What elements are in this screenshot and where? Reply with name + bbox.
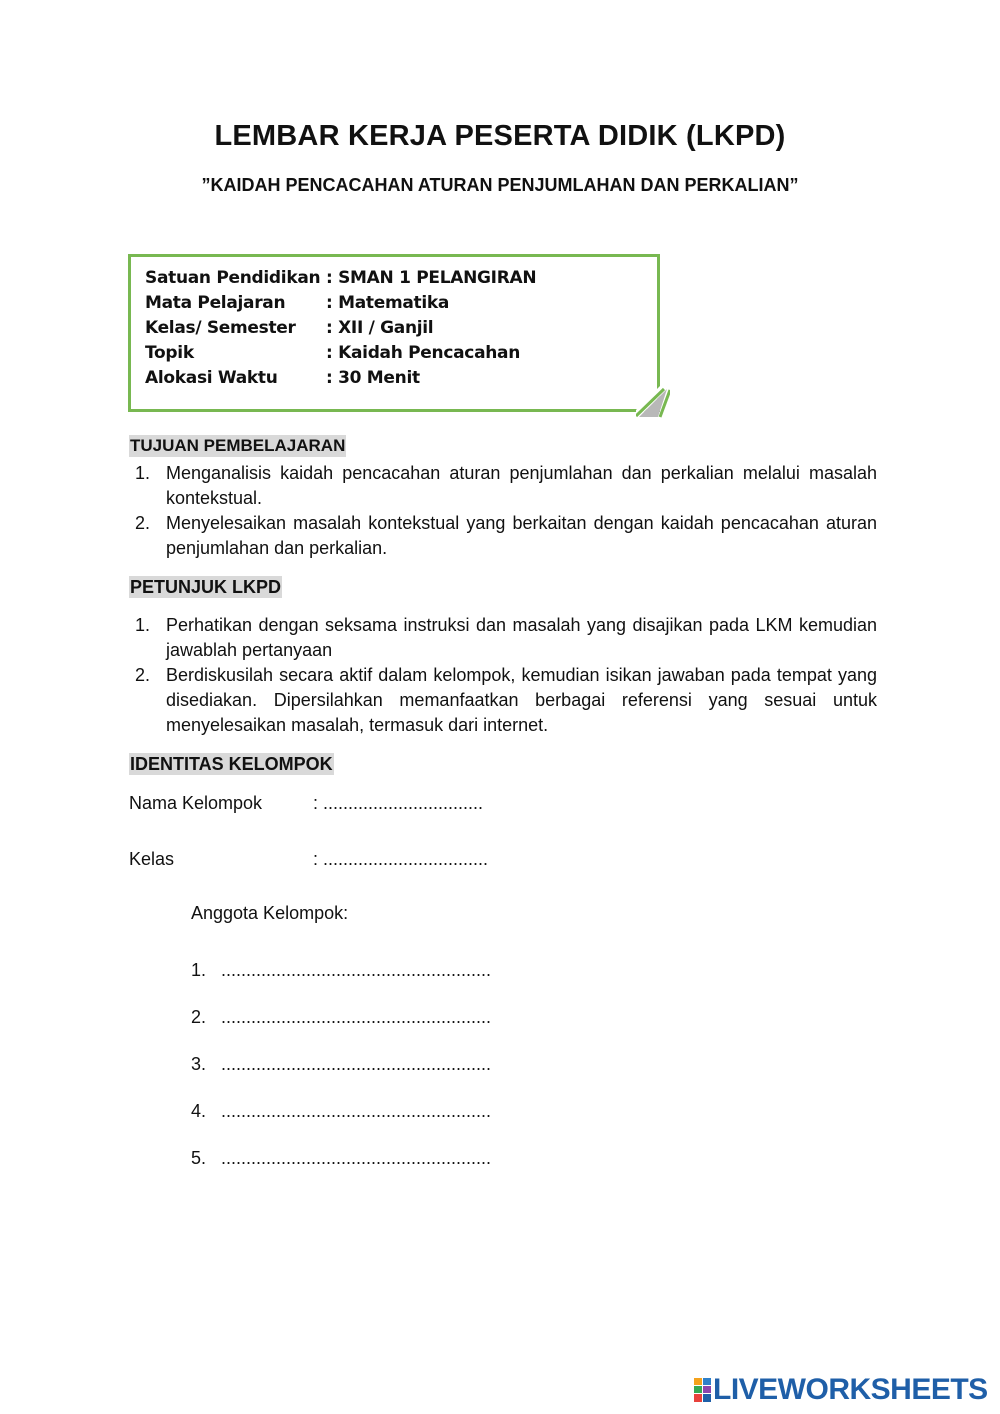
info-value: : Kaidah Pencacahan	[326, 343, 521, 363]
list-text: Perhatikan dengan seksama instruksi dan masalah yang disajikan pada LKM kemudian jawablah pertanyaan	[166, 615, 877, 660]
nama-kelompok-label: Nama Kelompok	[129, 793, 263, 813]
liveworksheets-logo-icon	[693, 1377, 713, 1403]
page-subtitle: ”KAIDAH PENCACAHAN ATURAN PENJUMLAHAN DAN PERKALIAN”	[201, 175, 799, 195]
tujuan-list	[135, 461, 877, 561]
page-title: LEMBAR KERJA PESERTA DIDIK (LKPD)	[214, 120, 786, 152]
info-value: : 30 Menit	[326, 368, 420, 388]
member-item	[191, 1052, 491, 1099]
member-item	[191, 1146, 491, 1193]
member-list	[191, 958, 491, 1193]
list-text: Berdiskusilah secara aktif dalam kelompok, kemudian isikan jawaban pada tempat yang disediakan. Dipersilahkan memanfaatkan berbagai referensi yang sesuai untuk menyelesaikan masalah, termasuk dari internet.	[166, 665, 877, 735]
brand-text: LIVEWORKSHEETS	[713, 1373, 988, 1406]
info-row	[145, 366, 536, 391]
member-blank[interactable]: ......................................................	[221, 1148, 492, 1168]
kelas-label: Kelas	[129, 849, 175, 869]
info-value: : XII / Ganjil	[326, 318, 434, 338]
petunjuk-heading: PETUNJUK LKPD	[130, 577, 282, 597]
petunjuk-list	[135, 613, 877, 738]
member-blank[interactable]: ......................................................	[221, 1101, 492, 1121]
member-item	[191, 1005, 491, 1052]
info-label: Kelas/ Semester	[145, 318, 296, 338]
member-number: 1.	[191, 960, 207, 980]
member-blank[interactable]: ......................................................	[221, 1007, 492, 1027]
member-number: 5.	[191, 1148, 207, 1168]
member-number: 4.	[191, 1101, 207, 1121]
info-label: Satuan Pendidikan	[145, 268, 321, 288]
member-number: 2.	[191, 1007, 207, 1027]
info-table	[145, 266, 536, 391]
info-row	[145, 291, 536, 316]
info-value: : Matematika	[326, 293, 450, 313]
list-item	[135, 511, 877, 561]
member-item	[191, 958, 491, 1005]
info-label: Alokasi Waktu	[145, 368, 278, 388]
tujuan-heading: TUJUAN PEMBELAJARAN	[130, 436, 346, 455]
list-number: 1.	[135, 615, 151, 635]
anggota-label: Anggota Kelompok:	[191, 903, 349, 923]
info-label: Topik	[145, 343, 194, 363]
info-row	[145, 341, 536, 366]
list-text: Menganalisis kaidah pencacahan aturan penjumlahan dan perkalian melalui masalah kontekstual.	[166, 463, 877, 508]
member-item	[191, 1099, 491, 1146]
member-blank[interactable]: ......................................................	[221, 1054, 492, 1074]
list-item	[135, 613, 877, 663]
kelas-field	[129, 847, 629, 871]
info-row	[145, 316, 536, 341]
page-fold-icon	[636, 386, 670, 420]
member-blank[interactable]: ......................................................	[221, 960, 492, 980]
list-item	[135, 461, 877, 511]
info-row	[145, 266, 536, 291]
nama-kelompok-field	[129, 791, 629, 815]
list-number: 2.	[135, 665, 151, 685]
kelas-blank[interactable]: : .................................	[313, 849, 489, 869]
list-number: 1.	[135, 463, 151, 483]
list-item	[135, 663, 877, 738]
list-text: Menyelesaikan masalah kontekstual yang berkaitan dengan kaidah pencacahan aturan penjumlahan dan perkalian.	[166, 513, 877, 558]
member-number: 3.	[191, 1054, 207, 1074]
nama-kelompok-blank[interactable]: : ................................	[313, 793, 484, 813]
liveworksheets-brand[interactable]	[693, 1373, 993, 1407]
info-label: Mata Pelajaran	[145, 293, 286, 313]
identitas-heading: IDENTITAS KELOMPOK	[130, 754, 333, 774]
info-value: : SMAN 1 PELANGIRAN	[326, 268, 537, 288]
list-number: 2.	[135, 513, 151, 533]
